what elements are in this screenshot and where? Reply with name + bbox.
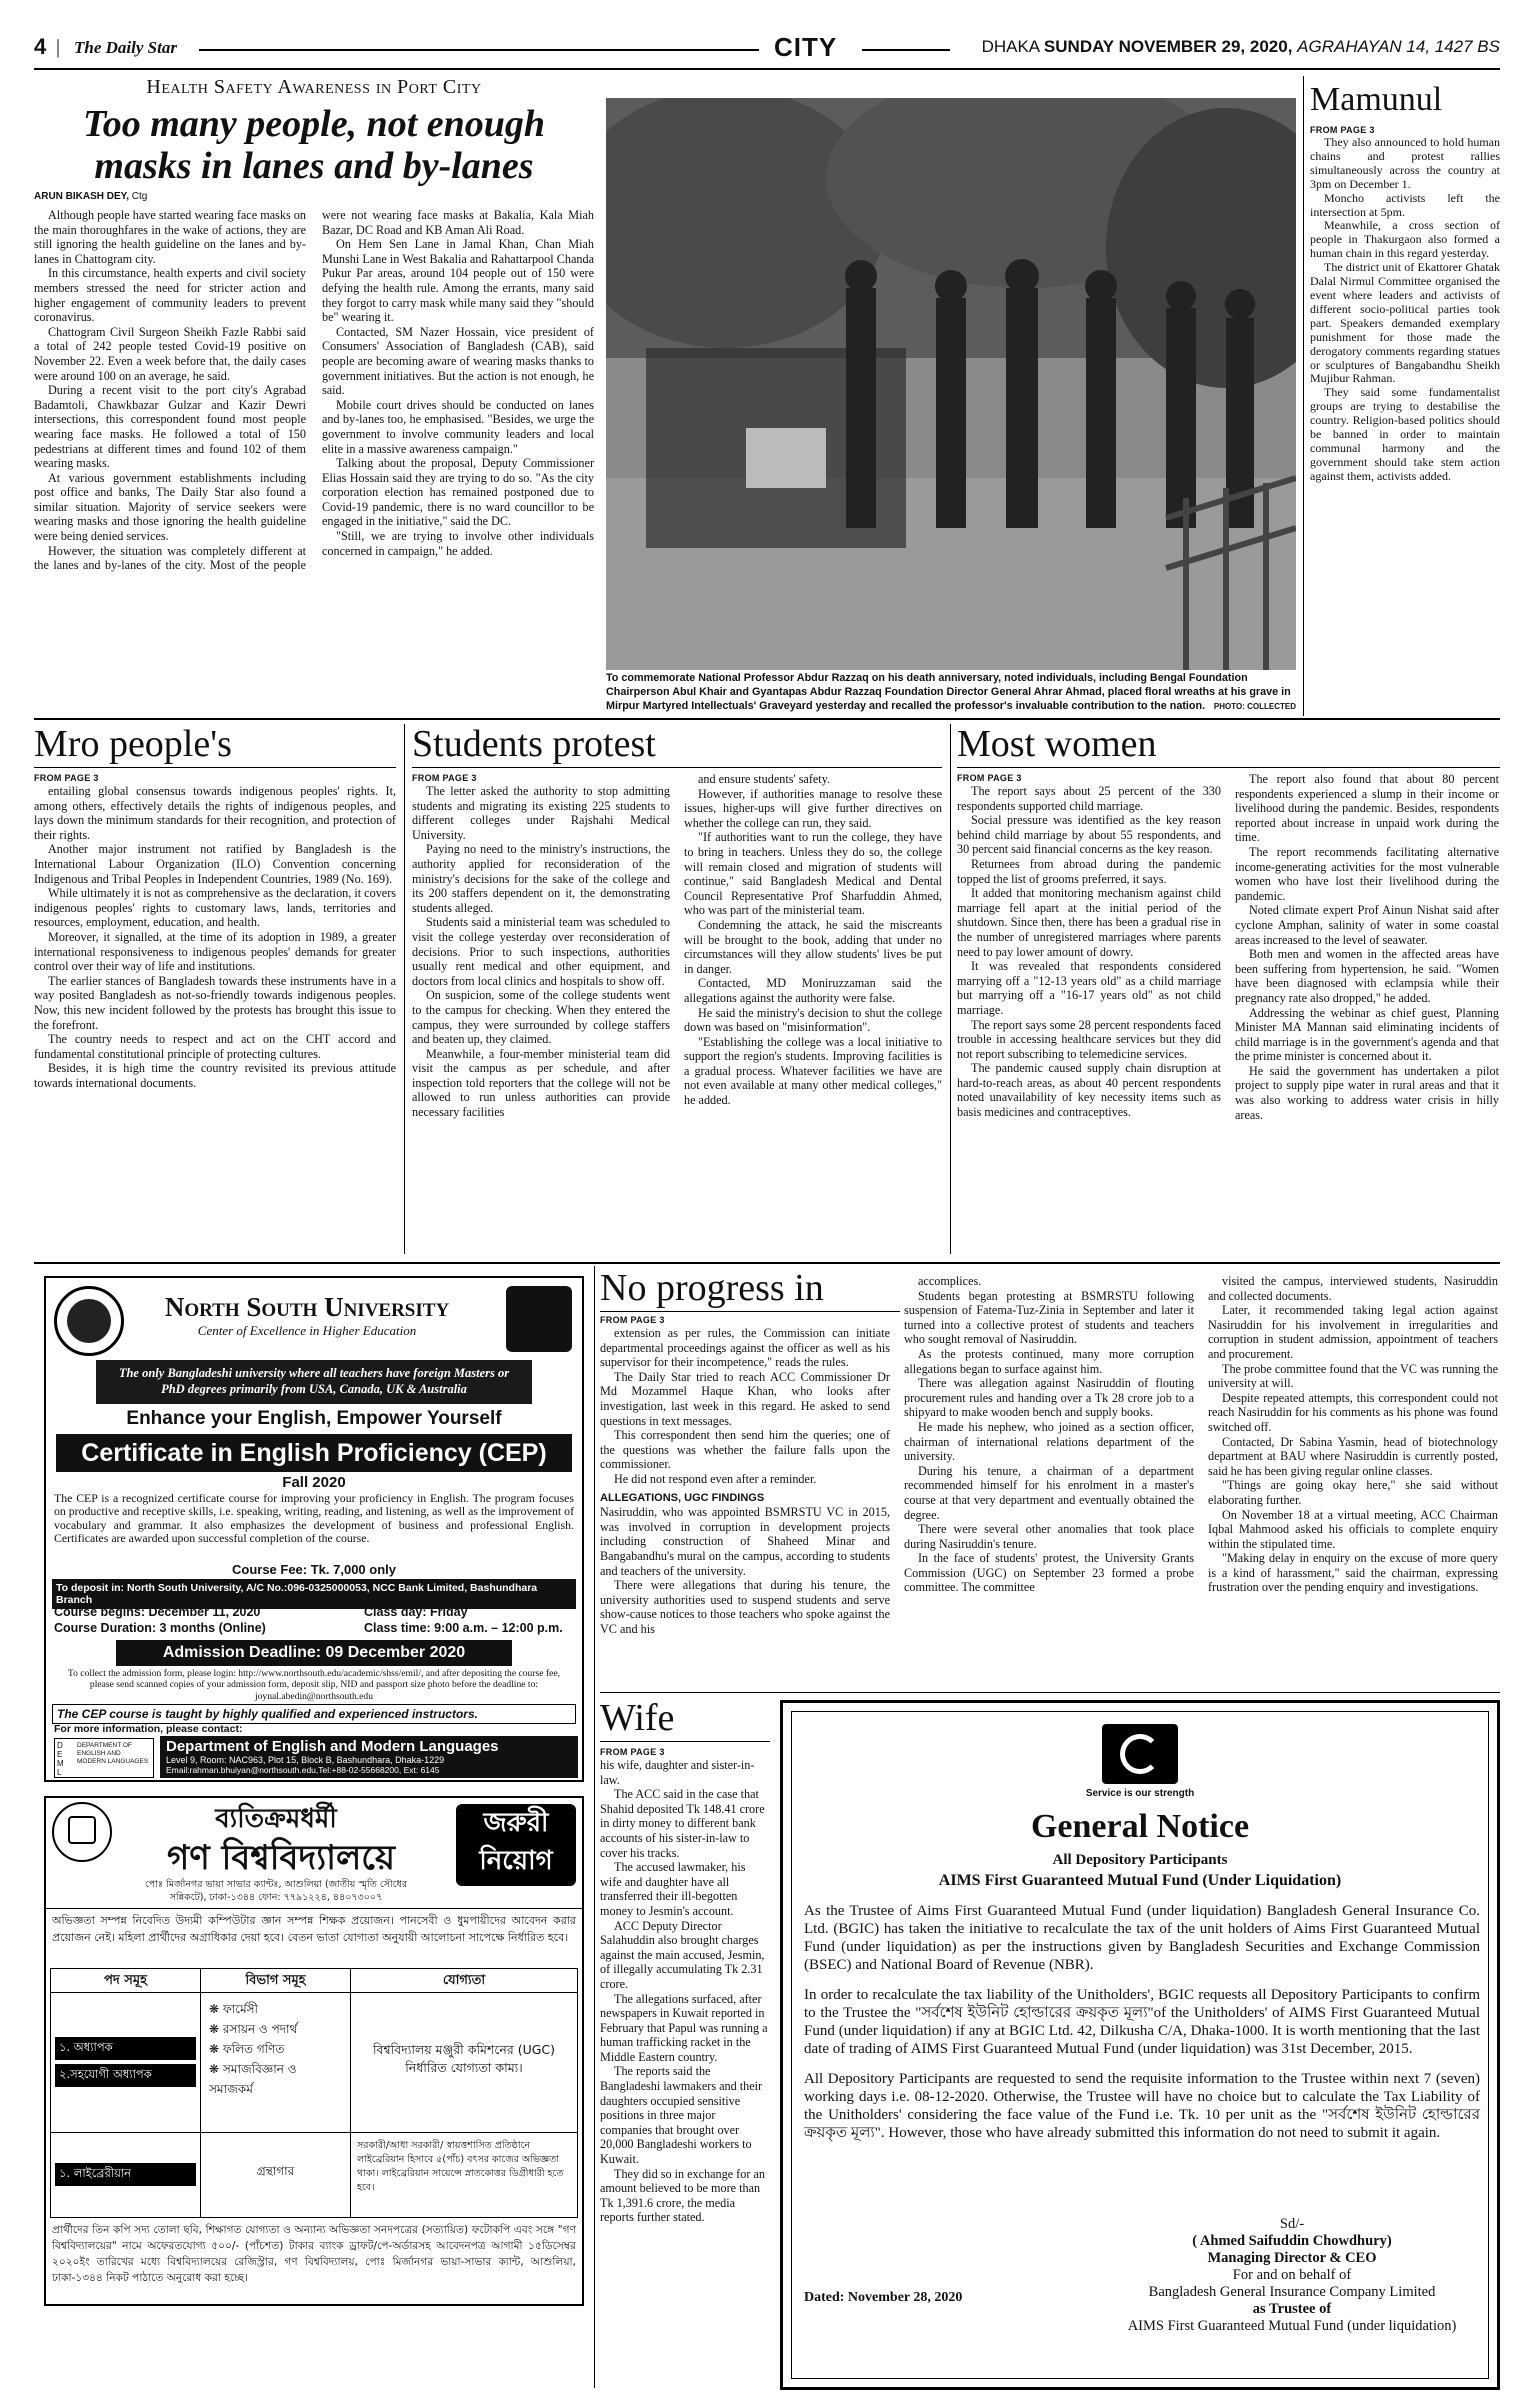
students-story: Students protest FROM PAGE 3 The letter asked the authority to stop admitting students and migrating its existing 225 students to different colleges under Rajshahi Medical University. Paying no need to the ministry's instructions, the authority applied for reconsideration of the ministry's decisions for the sake of the college and its 200 staffers dependent on it, the demonstrating students alleged. Students said a ministerial team was scheduled to visit the college yesterday over reconsideration of decisions. Prior to such inspections, authorities usually rent medical and other equipment, and doctors from local clinics and hospitals to show off. On suspicion, some of the college students went to the campus for checking. When they entered the campus, they were surrounded by college staffers and beaten up, they claimed. Meanwhile, a four-member ministerial team did visit the campus as per schedule, and after inspection told reporters that the college will not be allowed to run unless authorities can provide necessary facilities and ensure students' safety. However, if authorities manage to resolve these issues, higher-ups will give further directives on whether the college can run, they said. "If authorities want to run the college, they have to bring in teachers. Unless they do so, the college will remain closed and migration of students will continue," said Bangladesh Medical and Dental Council Representative Prof Sharfuddin Ahmed, who was part of the ministerial team. Condemning the attack, he said the miscreants will be brought to the book, adding that under no circumstances will they allow students' lives be put in danger. Contacted, MD Moniruzzaman said the allegations against the authority were false. He said the ministry's decision to shut the college down was based on "misinformation". "Establishing the college was a local initiative to support the region's students. Improving facilities is a gradual process. Whatever facilities we have are not even available at many other medical colleges," he added.: [412, 724, 942, 1120]
gono-university-advertisement: ব্যতিক্রমধর্মী গণ বিশ্ববিদ্যালয়ে জরুরী নিয়োগ পোঃ মির্জানগর ভায়া সাভার ক্যান্টঃ, আশুলিয়া (জাতীয় স্মৃতি সৌধের সন্নিকটে), ঢাকা-১৩৪৪ ফোন: ৭৭৯১২২৪, ৪৪০৭৩০০৭ অভিজ্ঞতা সম্পন্ন নিবেদিত উদ্যমী কম্পিউটার জ্ঞান সম্পন্ন শিক্ষক প্রয়োজন। পানসেবী ও ধুমপায়ীদের আবেদন করার প্রয়োজন নেই। মহিলা প্রার্থীদের অগ্রাধিকার দেয়া হবে। বেতন ভাতা যোগ্যতা অনুযায়ী আলোচনা সাপেক্ষে নির্ধারিত হবে। পদ সমূহ বিভাগ সমূহ যোগ্যতা ১. অধ্যাপক ২.সহযোগী অধ্যাপক ❋ ফার্মেসী ❋ রসায়ন ও পদার্থ ❋ ফলিত গণিত ❋ সমাজবিজ্ঞান ও সমাজকর্ম বিশ্ববিদ্যালয় মঞ্জুরী কমিশনের (UGC) নির্ধারিত যোগ্যতা কাম্য। ১. লাইব্রেরীয়ান গ্রন্থাগার সরকারী/আধা সরকারী/ স্বায়ত্তশাসিত প্রতিষ্ঠানে লাইব্রেরিয়ান হিসাবে ৫(পাঁচ) বৎসর কাজের অভিজ্ঞতা থাকা। লাইব্রেরিয়ান সায়েন্সে স্নাতকোত্তর ডিগ্রীধারী হতে হবে। প্রার্থীদের তিন কপি সদ্য তোলা ছবি, শিক্ষাগত যোগ্যতা ও অন্যান্য অভিজ্ঞতা সনদপত্রের (সত্যায়িত) ফটোকপি এবং সঙ্গে "গণ বিশ্ববিদ্যালয়ের" নামে অফেরতযোগ্য ৫০০/- (পাঁচশত) টাকার ব্যাংক ড্রাফট/পে-অর্ডারসহ আবেদনপত্র আগামী ১৫ডিসেম্বর ২০২০ইং তারিখের মধ্যে বিশ্ববিদ্যালয়ের রেজিস্ট্রার, গণ বিশ্ববিদ্যালয়, পোঃ মির্জানগর ভায়া-সাভার ক্যান্ট, আশুলিয়া, ঢাকা-১৩৪৪ নিকট পাঠাতে অনুরোধ করা হচ্ছে।: [44, 1796, 584, 2306]
wife-story: Wife FROM PAGE 3 his wife, daughter and sister-in-law. The ACC said in the case that Shahid deposited Tk 148.41 crore in dirty money to different bank accounts of his sister-in-law to cover his tracks. The accused lawmaker, his wife and daughter have all transferred their ill-begotten money to Jesmin's account. ACC Deputy Director Salahuddin also brought charges against the main accused, Jesmin, of illegally accumulating Tk 2.31 crore. The allegations surfaced, after newspapers in Kuwait reported in February that Papul was running a human trafficking racket in the Middle Eastern country. The reports said the Bangladeshi lawmakers and their daughters occupied sensitive positions in three major companies that brought over 20,000 Bangladeshi workers to Kuwait. They did so in exchange for an amount believed to be more than Tk 1,391.6 crore, the media reports further stated.: [600, 1698, 770, 2388]
women-headline: Most women: [957, 724, 1157, 765]
mamunul-headline: Mamunul: [1310, 81, 1443, 118]
mro-headline: Mro people's: [34, 724, 232, 765]
page-number: 4: [34, 34, 47, 59]
section-label: CITY: [774, 32, 838, 62]
health-body: Although people have started wearing face masks on the main thoroughfares in the wake of actions, they are still ignoring the health guideline on the lanes and by-lanes in Chattogram city. In this circumstance, health experts and civil society members stressed the need for stricter action and higher engagement of community leaders to prevent coronavirus. Chattogram Civil Surgeon Sheikh Fazle Rabbi said a total of 242 people tested Covid-19 positive on November 22. Even a week before that, the daily cases were around 100 on an average, he said. During a recent visit to the port city's Agrabad Badamtoli, Chawkbazar Gulzar and Kazir Dewri intersections, this correspondent found most people wearing face masks. He followed a total of 150 pedestrians at different times and found 102 of them wearing masks. At various government establishments including post office and banks, The Daily Star also found a similar situation. Majority of service seekers were wearing masks and those ignoring the health guideline were being denied services. However, the situation was completely different at the lanes and by-lanes of the city. Most of the people were not wearing face masks at Bakalia, Kala Miah Bazar, DC Road and KB Aman Ali Road. On Hem Sen Lane in Jamal Khan, Chan Miah Munshi Lane in West Bakalia and Rahattarpool Chanda Pukur Par areas, around 104 people out of 150 were defying the health rule. Among the errants, many said they forgot to carry mask while many said they "should be" wearing it. Contacted, SM Nazer Hossain, vice president of Consumers' Association of Bangladesh (CAB), said people are becoming aware of wearing masks thanks to government initiatives. But the action is not enough, he said. Mobile court drives should be conducted on lanes and by-lanes too, he emphasised. "Besides, we urge the government to involve community leaders and local elite in a massive awareness campaign." Talking about the proposal, Deputy Commissioner Elias Hossain said they are trying to do so. "As the city corporation election has remained postponed due to Covid-19 pandemic, there is no ward councillor to be engaged in the initiative," said the DC. "Still, we are trying to involve other individuals concerned in campaign," he added.: [34, 208, 594, 573]
bgic-logo-icon: [1102, 1724, 1178, 1784]
nsu-advertisement: North South University Center of Excellence in Higher Education The only Bangladeshi university where all teachers have foreign Masters or PhD degrees primarily from USA, Canada, UK & Australia Enhance your English, Empower Yourself Certificate in English Proficiency (CEP) Fall 2020 The CEP is a recognized certificate course for improving your proficiency in English. The program focuses on productive and receptive skills, i.e. speaking, writing, reading, and listening, as well as the improvement of vocabulary and grammar. It also emphasizes the development of business and professional English. Certificates are awarded upon successful completion of the course. Course Fee: Tk. 7,000 only To deposit in: North South University, A/C No.:096-0325000053, NCC Bank Limited, Bashundhara Branch Course begins: December 11, 2020 Class day: Friday Course Duration: 3 months (Online) Class time: 9:00 a.m. – 12:00 p.m. Admission Deadline: 09 December 2020 To collect the admission form, please login: http://www.northsouth.edu/academic/shss/emil/, and after depositing the course fee, please send scanned copies of your admission form, deposit slip, NID and passport size photo before the deadline to: joynal.abedin@northsouth.edu The CEP course is taught by highly qualified and experienced instructors. For more information, please contact: D E M L DEPARTMENT OF ENGLISH AND MODERN LANGUAGES Department of English and Modern Languages Level 9, Room: NAC963, Plot 15, Block B, Bashundhara, Dhaka-1229 Email:rahman.bhuiyan@northsouth.edu,Tel:+88-02-55668200, Ext: 6145: [44, 1276, 584, 1782]
gono-logo-icon: [52, 1802, 112, 1862]
nsu-seal-icon: [54, 1286, 124, 1356]
kicker: Health Safety Awareness in Port City: [146, 76, 482, 98]
progress-headline: No progress in: [600, 1268, 824, 1309]
progress-story: No progress in FROM PAGE 3 extension as per rules, the Commission can initiate departmental proceedings against the officer as well as his supervisor for their incompetence," reads the rules. The Daily Star tried to reach ACC Commissioner Dr Md Mozammel Haque Khan, who looks after investigation, last week in this regard. He asked to send questions in text messages. This correspondent then send him the queries; one of the questions was whether the failure falls upon the commissioner. He did not respond even after a reminder. ALLEGATIONS, UGC FINDINGS Nasiruddin, who was appointed BSMRSTU VC in 2015, was involved in corruption in development projects including construction of Shaheed Minar and Bangabandhu's mural on the campus, according to students and teachers of the university. There were allegations that during his tenure, the university authorities used to suspend students and serve show-cause notices to those teachers who spoke against the VC and his accomplices. Students began protesting at BSMRSTU following suspension of Fatema-Tuz-Zinia in September and later it turned into a collective protest of students and teachers who sought removal of Nasiruddin. As the protests continued, many more corruption allegations began to surface against him. There was allegation against Nasiruddin of flouting procurement rules and handing over a Tk 28 crore job to a shipyard to make wooden bench and supply books. He made his nephew, who joined as a section officer, chairman of international relations department of the university. During his tenure, a chairman of a department recommended himself for his enrolment in a master's course at that very department and eventually obtained the degree. There were several other anomalies that took place during Nasiruddin's tenure. In the face of students' protest, the University Grants Commission (UGC) on September 23 formed a probe committee. The committee visited the campus, interviewed students, Nasiruddin and collected documents. Later, it recommended taking legal action against Nasiruddin for his involvement in irregularities and corruption in student admission, appointment of teachers and procurement. The probe committee found that the VC was running the university at will. Despite repeated attempts, this correspondent could not reach Nasiruddin for his comments as his phone was found switched off. Contacted, Dr Sabina Yasmin, head of biotechnology department at BAU where Nasiruddin is currently posted, said he has been giving regular online classes. "Things are going okay here," she said without elaborating further. On November 18 at a virtual meeting, ACC Chairman Iqbal Mahmood asked his officials to complete enquiry within the stipulated time. "Making delay in enquiry on the excuse of more query is a kind of harassment," said the chairman, expressing frustration over the pending enquiry and investigations.: [600, 1268, 1498, 1636]
deml-logo: D E M L DEPARTMENT OF ENGLISH AND MODERN LANGUAGES: [54, 1738, 154, 1778]
photo-caption: To commemorate National Professor Abdur Razzaq on his death anniversary, noted individuals, including Bengal Foundation Chairperson Abul Khair and Gyantapas Abdur Razzaq Foundation Director General Ahrar Ahmad, placed floral wreaths at his grave in Mirpur Martyred Intellectuals' Graveyard yesterday and recalled the professor's invaluable contribution to the nation. PHOTO: COLLECTED: [606, 672, 1296, 712]
health-story: Health Safety Awareness in Port City Too many people, not enough masks in lanes and by-lanes ARUN BIKASH DEY, Ctg Although people have started wearing face masks on the main thoroughfares in the wake of actions, they are still ignoring the health guideline on the lanes and by-lanes in Chattogram city. In this circumstance, health experts and civil society members stressed the need for stricter action and higher engagement of community leaders to prevent coronavirus. Chattogram Civil Surgeon Sheikh Fazle Rabbi said a total of 242 people tested Covid-19 positive on November 22. Even a week before that, the daily cases were around 100 on an average, he said. During a recent visit to the port city's Agrabad Badamtoli, Chawkbazar Gulzar and Kazir Dewri intersections, this correspondent found most people wearing face masks. He followed a total of 150 pedestrians at different times and found 102 of them wearing masks. At various government establishments including post office and banks, The Daily Star also found a similar situation. Majority of service seekers were wearing masks and those ignoring the health guideline were being denied services. However, the situation was completely different at the lanes and by-lanes of the city. Most of the people were not wearing face masks at Bakalia, Kala Miah Bazar, DC Road and KB Aman Ali Road. On Hem Sen Lane in Jamal Khan, Chan Miah Munshi Lane in West Bakalia and Rahattarpool Chanda Pukur Par areas, around 104 people out of 150 were defying the health rule. Among the errants, many said they forgot to carry mask while many said they "should be" wearing it. Contacted, SM Nazer Hossain, vice president of Consumers' Association of Bangladesh (CAB), said people are becoming aware of wearing masks thanks to government initiatives. But the action is not enough, he said. Mobile court drives should be conducted on lanes and by-lanes too, he emphasised. "Besides, we urge the government to involve community leaders and local elite in a massive awareness campaign." Talking about the proposal, Deputy Commissioner Elias Hossain said they are trying to do so. "As the city corporation election has remained postponed due to Covid-19 pandemic, there is no ward councillor to be engaged in the initiative," said the DC. "Still, we are trying to involve other individuals concerned in campaign," he added.: [34, 76, 594, 708]
accreditation-badge-icon: [506, 1286, 572, 1352]
headline: Too many people, not enough masks in lanes and by-lanes: [82, 103, 546, 187]
masthead: 4 | The Daily Star CITY DHAKA SUNDAY NOVEMBER 29, 2020, AGRAHAYAN 14, 1427 BS: [34, 32, 1500, 62]
students-headline: Students protest: [412, 724, 656, 765]
urgent-box: জরুরী নিয়োগ: [456, 1804, 576, 1886]
photo-credit: PHOTO: COLLECTED: [1213, 701, 1296, 711]
notice-title: General Notice: [1030, 1808, 1250, 1845]
nsu-name: North South University: [164, 1292, 450, 1322]
wife-headline: Wife: [600, 1698, 675, 1739]
admission-deadline: Admission Deadline: 09 December 2020: [116, 1640, 512, 1666]
mro-story: Mro people's FROM PAGE 3 entailing global consensus towards indigenous peoples' rights. It, among others, effectively details the rights of indigenous peoples, and lays down the minimum standards for their recognition, and protection of their rights. Another major instrument not ratified by Bangladesh is the International Labour Organization (ILO) Convention concerning Indigenous and Tribal Peoples in Independent Countries, 1989 (No. 169). While ultimately it is not as comprehensive as the declaration, it covers indigenous peoples' rights to customary laws, lands, territories and resources, employment, education, and health. Moreover, it signalled, at the time of its adoption in 1989, a greater international responsiveness to indigenous peoples' demands for greater control over their way of life and institutions. The earlier stances of Bangladesh towards these instruments have in a way posited Bangladesh as not-so-friendly towards indigenous peoples. Now, this new incident followed by the protests has brought this issue to the forefront. The country needs to respect and act on the CHT accord and fundamental constitutional principle of protecting cultures. Besides, it is high time the country revisited its previous attitude towards international documents.: [34, 724, 396, 1090]
byline: ARUN BIKASH DEY,: [34, 191, 130, 202]
general-notice: Service is our strength General Notice All Depository Participants AIMS First Guaranteed Mutual Fund (Under Liquidation) As the Trustee of Aims First Guaranteed Mutual Fund (under liquidation) Bangladesh General Insurance Co. Ltd. (BGIC) has taken the initiative to recalculate the tax of the unit holders of Aims First Guaranteed Mutual Fund (under liquidation) as per the instructions given by Bangladesh Securities and Exchange Commission (BSEC) and National Board of Revenue (NBR). In order to recalculate the tax liability of the Unitholders', BGIC requests all Depository Participants to confirm to the Trustee the "সর্বশেষ ইউনিট হোল্ডারের ক্রয়কৃত মূল্য"of the Unitholders' of AIMS First Guaranteed Mutual Fund (under liquidation) if any at BGIC Ltd. 42, Dilkusha C/A, Dhaka-1000. It is worth mentioning that the last date of trading of AIMS First Guaranteed Mutual Fund (under liquidation) was 31st December, 2015. All Depository Participants are requested to send the requisite information to the Trustee within next 7 (seven) working days i.e. 08-12-2020. Otherwise, the Trustee will have no choice but to calculate the Tax Liability of the Unitholders' considering the face value of the Fund i.e. Tk. 10 per unit as the "সর্বশেষ ইউনিট হোল্ডারের ক্রয়কৃত মূল্য". However, those who have already submitted this information do not need to submit it again. Sd/- ( Ahmed Saifuddin Chowdhury) Managing Director & CEO For and on behalf of Bangladesh General Insurance Company Limited as Trustee of AIMS First Guaranteed Mutual Fund (under liquidation) Dated: November 28, 2020: [780, 1700, 1500, 2390]
nsu-banner: The only Bangladeshi university where all teachers have foreign Masters or PhD degrees primarily from USA, Canada, UK & Australia: [96, 1360, 532, 1404]
paper-name: The Daily Star: [74, 38, 177, 57]
dateline: DHAKA SUNDAY NOVEMBER 29, 2020, AGRAHAYAN 14, 1427 BS: [981, 37, 1500, 56]
cep-title: Certificate in English Proficiency (CEP): [56, 1434, 572, 1472]
mamunul-story: Mamunul FROM PAGE 3 They also announced to hold human chains and protest rallies simultaneously across the country at 3pm on December 1. Moncho activists left the intersection at 5pm. Meanwhile, a cross section of people in Thakurgaon also formed a human chain in this regard yesterday. The district unit of Ekattorer Ghatak Dalal Nirmul Committee organised the event where leaders and activists of different socio-political parties took part. Speakers demanded exemplary punishment for those made the derogatory comments regarding statues or sculptures of Bangabandhu Sheikh Mujibur Rahman. They said some fundamentalist groups are trying to destabilise the country. Religion-based politics should be banned in order to maintain communal harmony and the government should take stem action against them, activists added.: [1310, 81, 1500, 483]
news-photo: [606, 98, 1296, 670]
graveyard-photo-image: [606, 98, 1296, 670]
women-story: Most women FROM PAGE 3 The report says about 25 percent of the 330 respondents supported child marriage. Social pressure was identified as the key reason behind child marriage by about 55 respondents, and 30 percent said financial concerns as the key reason. Returnees from abroad during the pandemic topped the list of grooms preferred, it says. It added that monitoring mechanism against child marriage fell apart at the initial period of the shutdown. Since then, there has been a gradual rise in the number of unregistered marriages where parents need to pay lower amount of dowry. It was revealed that respondents considered marrying off a "12-13 years old" as a child marriage but marrying off a "16-17 years old" as not child marriage. The report says some 28 percent respondents faced trouble in accessing healthcare services but they did not report subscribing to telemedicine services. The pandemic caused supply chain disruption at hard-to-reach areas, as about 40 percent respondents noted unavailability of key necessity items such as basis medicines and contraceptives. The report also found that about 80 percent respondents experienced a slump in their income or livelihood during the pandemic. Besides, respondents reported about increase in unpaid work during the time. The report recommends facilitating alternative income-generating activities for the most vulnerable women who have lost their livelihood during the pandemic. Noted climate expert Prof Ainun Nishat said after cyclone Amphan, salinity of water in some coastal areas increased to the level of seawater. Both men and women in the affected areas have been suffering from hypertension, he said. "Women have been diagnosed with eclampsia while their pregnancy rate also dropped," he added. Addressing the webinar as chief guest, Planning Minister MA Mannan said eliminating incidents of child marriage is in the government's agenda and that the prime minister is concerned about it. He said the government has undertaken a pilot project to supply pipe water in rural areas and that it was also working to address water crisis in hilly areas.: [957, 724, 1499, 1122]
